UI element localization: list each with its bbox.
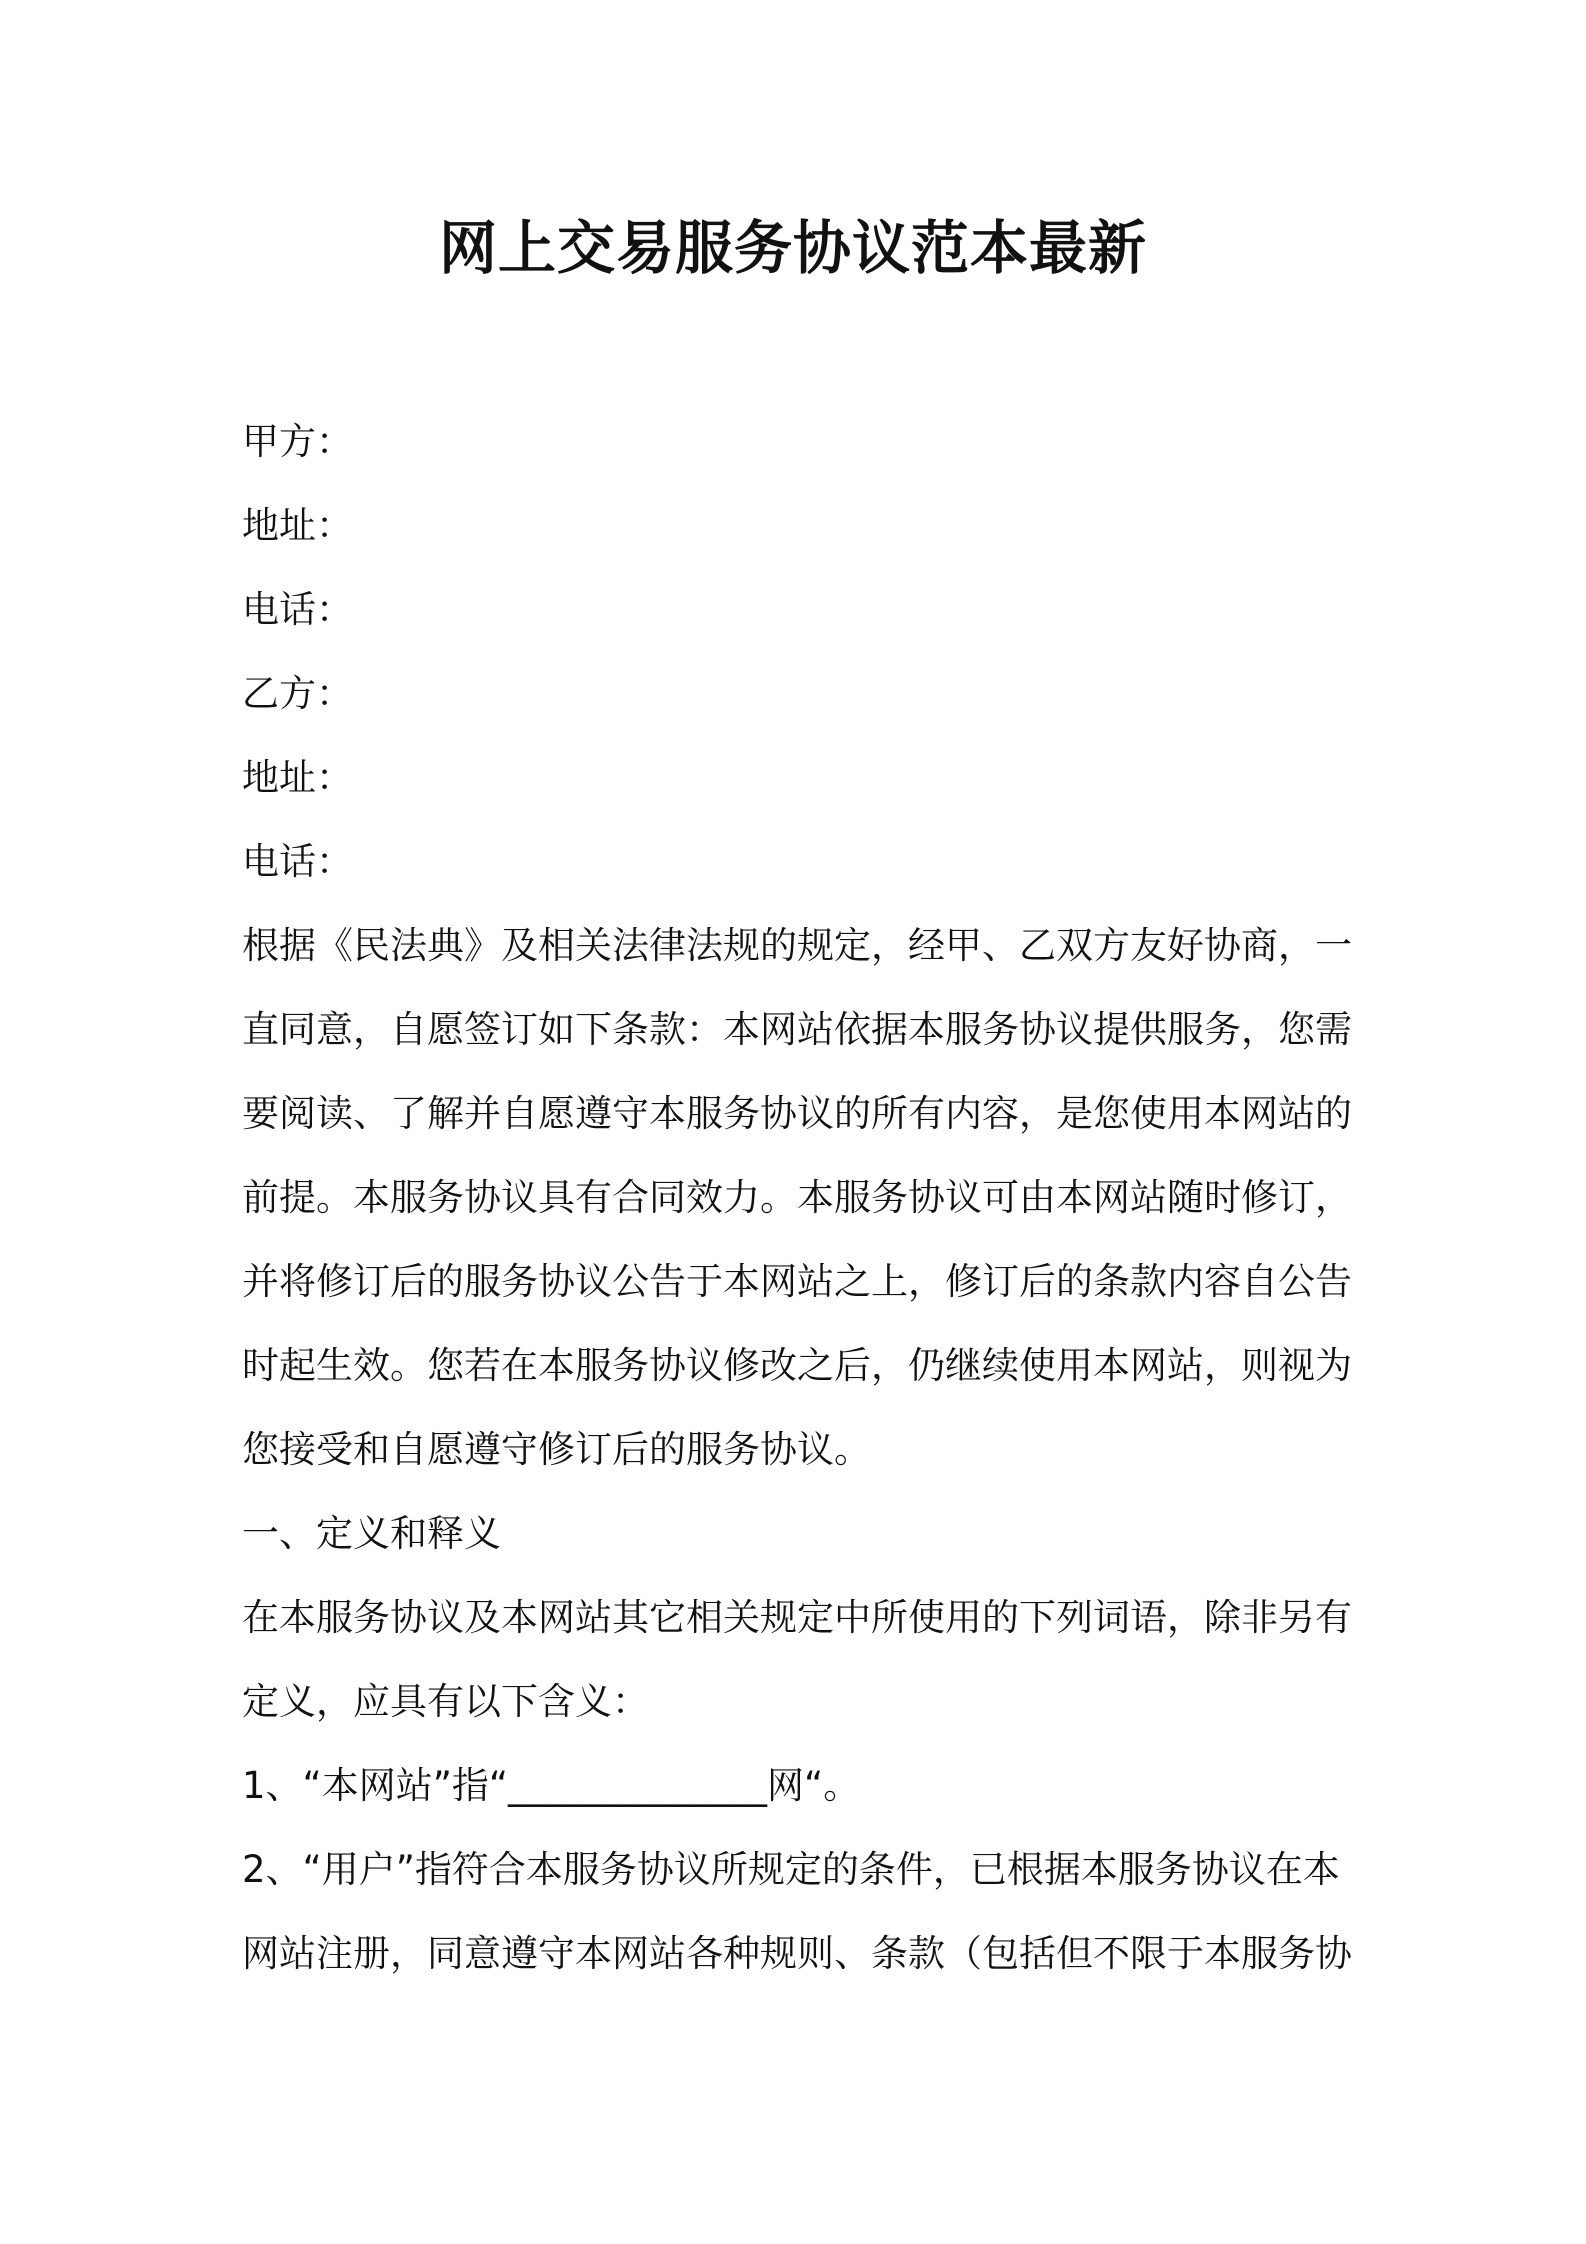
document-body [242,400,1352,1996]
section-heading: 一、定义和释义 [242,1512,501,1555]
document-title: 网上交易服务协议范本最新 [438,214,1147,282]
preamble-line: 直同意，自愿签订如下条款：本网站依据本服务协议提供服务，您需 [242,1008,1352,1051]
section-intro-line: 定义，应具有以下含义： [242,1680,649,1723]
preamble-line: 前提。本服务协议具有合同效力。本服务协议可由本网站随时修订， [242,1176,1352,1219]
definition-item-2-line: 2、“用户”指符合本服务协议所规定的条件，已根据本服务协议在本 [242,1848,1340,1891]
party-b-label: 乙方： [242,672,353,715]
section-intro-line: 在本服务协议及本网站其它相关规定中所使用的下列词语，除非另有 [242,1596,1352,1639]
party-b-phone-label: 电话： [242,840,353,883]
party-a-phone-label: 电话： [242,588,353,631]
preamble-line: 时起生效。您若在本服务协议修改之后，仍继续使用本网站，则视为 [242,1344,1352,1387]
preamble-line: 您接受和自愿遵守修订后的服务协议。 [242,1428,871,1471]
party-b-address-label: 地址： [242,756,353,799]
definition-item-2-line: 网站注册，同意遵守本网站各种规则、条款（包括但不限于本服务协 [242,1932,1352,1975]
preamble-line: 要阅读、了解并自愿遵守本服务协议的所有内容，是您使用本网站的 [242,1092,1352,1135]
preamble-line: 并将修订后的服务协议公告于本网站之上，修订后的条款内容自公告 [242,1260,1352,1303]
definition-item-1: 1、“本网站”指“______________网“。 [242,1764,861,1807]
party-a-label: 甲方： [242,420,353,463]
party-a-address-label: 地址： [242,504,353,547]
preamble-line: 根据《民法典》及相关法律法规的规定，经甲、乙双方友好协商，一 [242,924,1352,967]
